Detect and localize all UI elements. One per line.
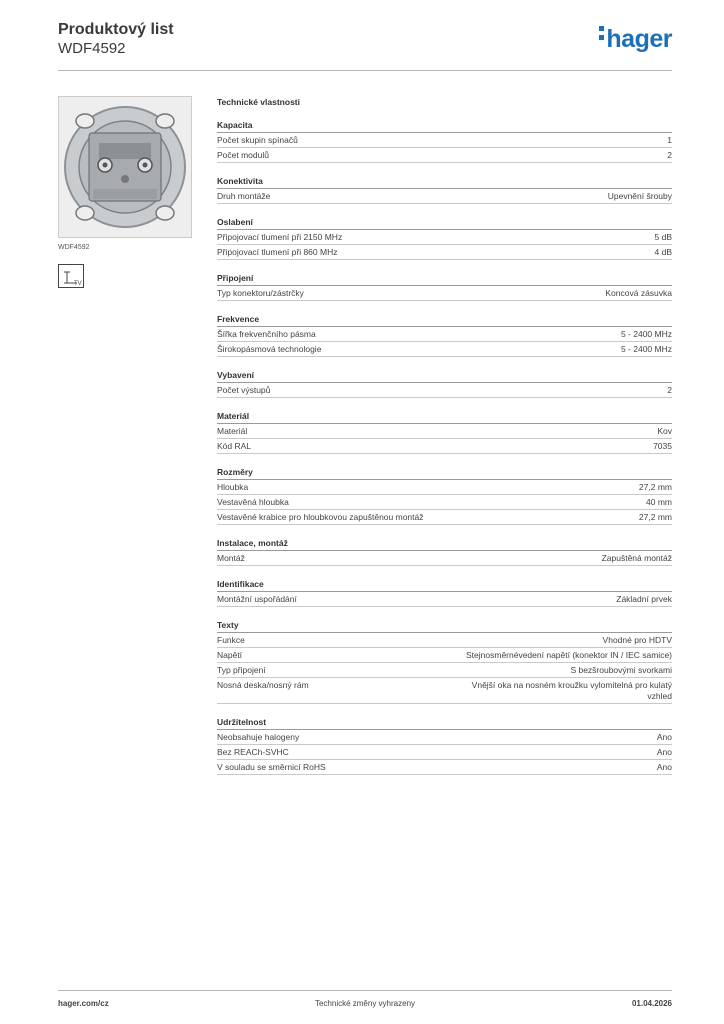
spec-value: Koncová zásuvka (605, 288, 672, 298)
spec-label: Kód RAL (217, 441, 252, 451)
spec-section (217, 716, 672, 775)
spec-section-title: Texty (217, 619, 672, 633)
spec-section (217, 578, 672, 607)
spec-value: 27,2 mm (638, 512, 672, 522)
page-title: Produktový list (58, 21, 174, 38)
spec-row (217, 551, 672, 566)
spec-row (217, 230, 672, 245)
spec-label: Typ připojení (217, 665, 266, 675)
spec-label: Připojovací tlumení při 860 MHz (217, 247, 338, 257)
spec-value: 5 - 2400 MHz (620, 344, 672, 354)
spec-section (217, 175, 672, 204)
hager-logo (599, 24, 672, 54)
spec-section (217, 216, 672, 260)
spec-value: Vnější oka na nosném kroužku vylomitelná pro kulatý vzhled (471, 680, 672, 701)
spec-value: Vhodné pro HDTV (602, 635, 672, 645)
spec-row (217, 480, 672, 495)
spec-section-title: Konektivita (217, 175, 672, 189)
logo-dots-icon (599, 26, 604, 44)
spec-label: Montážní uspořádání (217, 594, 297, 604)
spec-value: Ano (656, 747, 672, 757)
spec-section-title: Rozměry (217, 466, 672, 480)
spec-value: Základní prvek (616, 594, 672, 604)
spec-label: Typ konektoru/zástrčky (217, 288, 304, 298)
tv-connector-symbol-icon (58, 264, 84, 288)
spec-value: Stejnosměrnévedení napětí (konektor IN / IEC samice) (466, 650, 672, 660)
spec-row (217, 633, 672, 648)
spec-value: Zapuštěná montáž (601, 553, 672, 563)
spec-row (217, 439, 672, 454)
spec-row (217, 760, 672, 775)
spec-section-title: Frekvence (217, 313, 672, 327)
spec-row (217, 133, 672, 148)
logo-text: hager (606, 25, 672, 53)
spec-label: Počet modulů (217, 150, 269, 160)
spec-label: Napětí (217, 650, 243, 660)
spec-section (217, 466, 672, 525)
spec-section-title: Identifikace (217, 578, 672, 592)
spec-section-title: Připojení (217, 272, 672, 286)
specs-title: Technické vlastnosti (217, 97, 300, 107)
spec-section-title: Oslabení (217, 216, 672, 230)
spec-row (217, 730, 672, 745)
spec-value: S bezšroubovými svorkami (570, 665, 672, 675)
spec-value: 7035 (653, 441, 672, 451)
spec-label: Počet výstupů (217, 385, 271, 395)
spec-row (217, 663, 672, 678)
spec-label: Montáž (217, 553, 245, 563)
spec-value: 4 dB (654, 247, 672, 257)
spec-label: Nosná deska/nosný rám (217, 680, 309, 690)
spec-label: V souladu se směrnicí RoHS (217, 762, 326, 772)
spec-section (217, 619, 672, 704)
spec-label: Připojovací tlumení při 2150 MHz (217, 232, 343, 242)
spec-value: 5 - 2400 MHz (620, 329, 672, 339)
spec-row (217, 189, 672, 204)
spec-row (217, 148, 672, 163)
spec-row (217, 327, 672, 342)
spec-section (217, 272, 672, 301)
spec-label: Funkce (217, 635, 245, 645)
spec-row (217, 286, 672, 301)
spec-section-title: Materiál (217, 410, 672, 424)
spec-row (217, 648, 672, 663)
spec-value: 40 mm (646, 497, 672, 507)
spec-label: Vestavěné krabice pro hloubkovou zapuštěnou montáž (217, 512, 424, 522)
spec-value: Kov (657, 426, 672, 436)
footer-note: Technické změny vyhrazeny (314, 999, 416, 1008)
page-footer (58, 990, 672, 1008)
spec-section (217, 369, 672, 398)
spec-label: Hloubka (217, 482, 249, 492)
spec-label: Počet skupin spínačů (217, 135, 298, 145)
spec-section-title: Kapacita (217, 119, 672, 133)
spec-label: Materiál (217, 426, 248, 436)
spec-value: 2 (667, 385, 672, 395)
spec-label: Neobsahuje halogeny (217, 732, 300, 742)
spec-section (217, 119, 672, 163)
spec-section (217, 410, 672, 454)
spec-value: Upevnění šrouby (607, 191, 672, 201)
spec-value: Ano (656, 732, 672, 742)
spec-row (217, 745, 672, 760)
spec-section (217, 313, 672, 357)
spec-row (217, 495, 672, 510)
spec-label: Bez REACh-SVHC (217, 747, 289, 757)
spec-row (217, 678, 672, 704)
spec-row (217, 342, 672, 357)
spec-section-title: Vybavení (217, 369, 672, 383)
spec-label: Vestavěná hloubka (217, 497, 289, 507)
spec-value: 2 (667, 150, 672, 160)
spec-label: Druh montáže (217, 191, 271, 201)
spec-label: Širokopásmová technologie (217, 344, 322, 354)
spec-value: 1 (667, 135, 672, 145)
spec-label: Šířka frekvenčního pásma (217, 329, 316, 339)
spec-value: 27,2 mm (638, 482, 672, 492)
footer-website: hager.com/cz (58, 999, 109, 1008)
spec-section-title: Instalace, montáž (217, 537, 672, 551)
spec-value: Ano (656, 762, 672, 772)
spec-row (217, 592, 672, 607)
spec-row (217, 383, 672, 398)
spec-section (217, 537, 672, 566)
page-header (58, 20, 672, 71)
spec-value: 5 dB (654, 232, 672, 242)
spec-row (217, 245, 672, 260)
product-image (58, 96, 192, 238)
technical-specifications (217, 95, 672, 787)
spec-row (217, 510, 672, 525)
spec-sections (217, 119, 672, 775)
page-subtitle: WDF4592 (58, 40, 126, 57)
spec-row (217, 424, 672, 439)
footer-date: 01.04.2026 (631, 999, 672, 1008)
spec-section-title: Udržitelnost (217, 716, 672, 730)
svg-text:TV: TV (74, 281, 82, 287)
product-code: WDF4592 (58, 244, 90, 251)
